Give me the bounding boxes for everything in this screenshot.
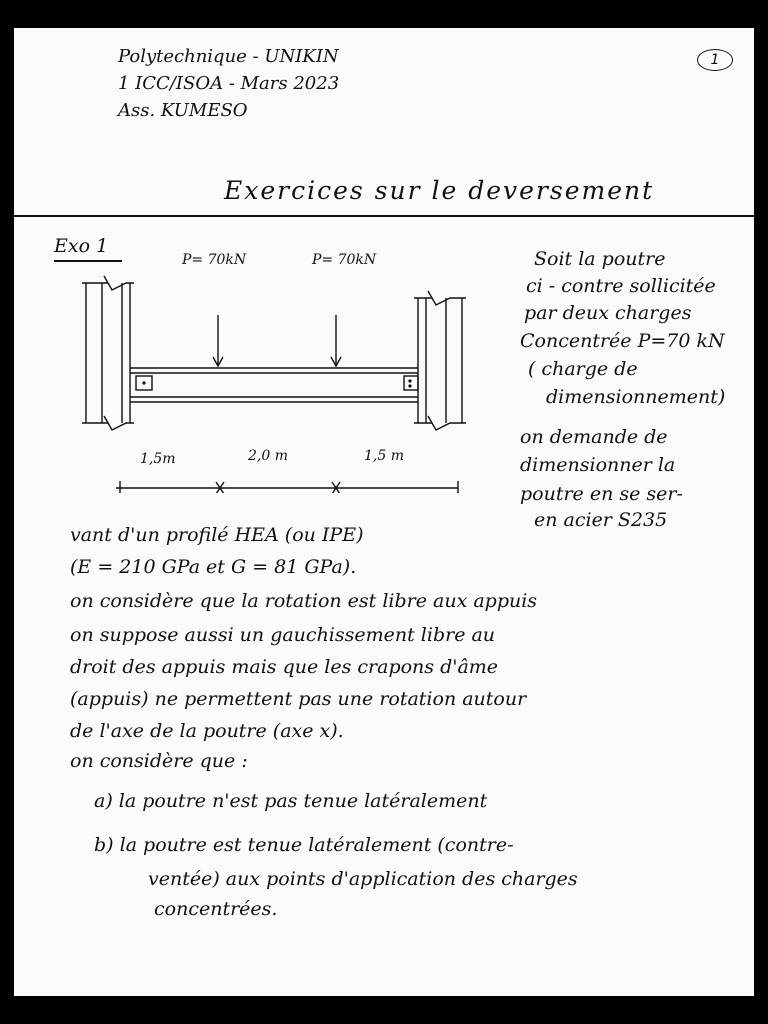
right-column-break (414, 416, 466, 430)
right-text-line: ( charge de (528, 358, 638, 380)
question-b-continued: concentrées. (154, 898, 278, 920)
body-text-line: droit des appuis mais que les crapons d'âme (70, 656, 499, 678)
title-underline (14, 215, 754, 217)
page-number: 1 (697, 49, 733, 71)
right-text-line: poutre en se ser- (520, 483, 683, 505)
question-b-continued: ventée) aux points d'application des charges (148, 868, 578, 890)
span-label-3: 1,5 m (364, 448, 404, 464)
right-text-line: on demande de (520, 426, 668, 448)
question-b: b) la poutre est tenue latéralement (contre- (94, 834, 514, 856)
body-text-line: (appuis) ne permettent pas une rotation autour (70, 688, 527, 710)
body-text-line: on considère que : (70, 750, 248, 772)
exercise-label: Exo 1 (54, 235, 109, 257)
scanned-page (14, 28, 754, 996)
right-text-line: Concentrée P=70 kN (520, 330, 725, 352)
exercise-label-underline (54, 260, 122, 262)
header-assistant: Ass. KUMESO (118, 100, 248, 121)
body-text-line: vant d'un profilé HEA (ou IPE) (70, 524, 364, 546)
load-label-1: P= 70kN (182, 252, 247, 268)
body-text-line: (E = 210 GPa et G = 81 GPa). (70, 556, 357, 578)
span-label-1: 1,5m (140, 451, 176, 467)
left-column-break (82, 276, 134, 290)
left-column-break (82, 416, 134, 430)
header-institution: Polytechnique - UNIKIN (118, 46, 339, 67)
page-title: Exercices sur le deversement (224, 176, 655, 205)
right-text-line: par deux charges (524, 302, 692, 324)
span-label-2: 2,0 m (248, 448, 288, 464)
load-label-2: P= 70kN (312, 252, 377, 268)
right-text-line: dimensionner la (520, 454, 676, 476)
right-text-line: ci - contre sollicitée (526, 275, 716, 297)
right-column-break (414, 291, 466, 305)
body-text-line: on suppose aussi un gauchissement libre au (70, 624, 496, 646)
right-text-line: en acier S235 (534, 509, 668, 531)
body-text-line: de l'axe de la poutre (axe x). (70, 720, 344, 742)
right-text-line: dimensionnement) (546, 386, 726, 408)
body-text-line: on considère que la rotation est libre aux appuis (70, 590, 538, 612)
question-a: a) la poutre n'est pas tenue latéralement (94, 790, 488, 812)
right-connection-plate (404, 376, 418, 390)
header-class-date: 1 ICC/ISOA - Mars 2023 (118, 73, 340, 94)
right-text-line: Soit la poutre (534, 248, 666, 270)
